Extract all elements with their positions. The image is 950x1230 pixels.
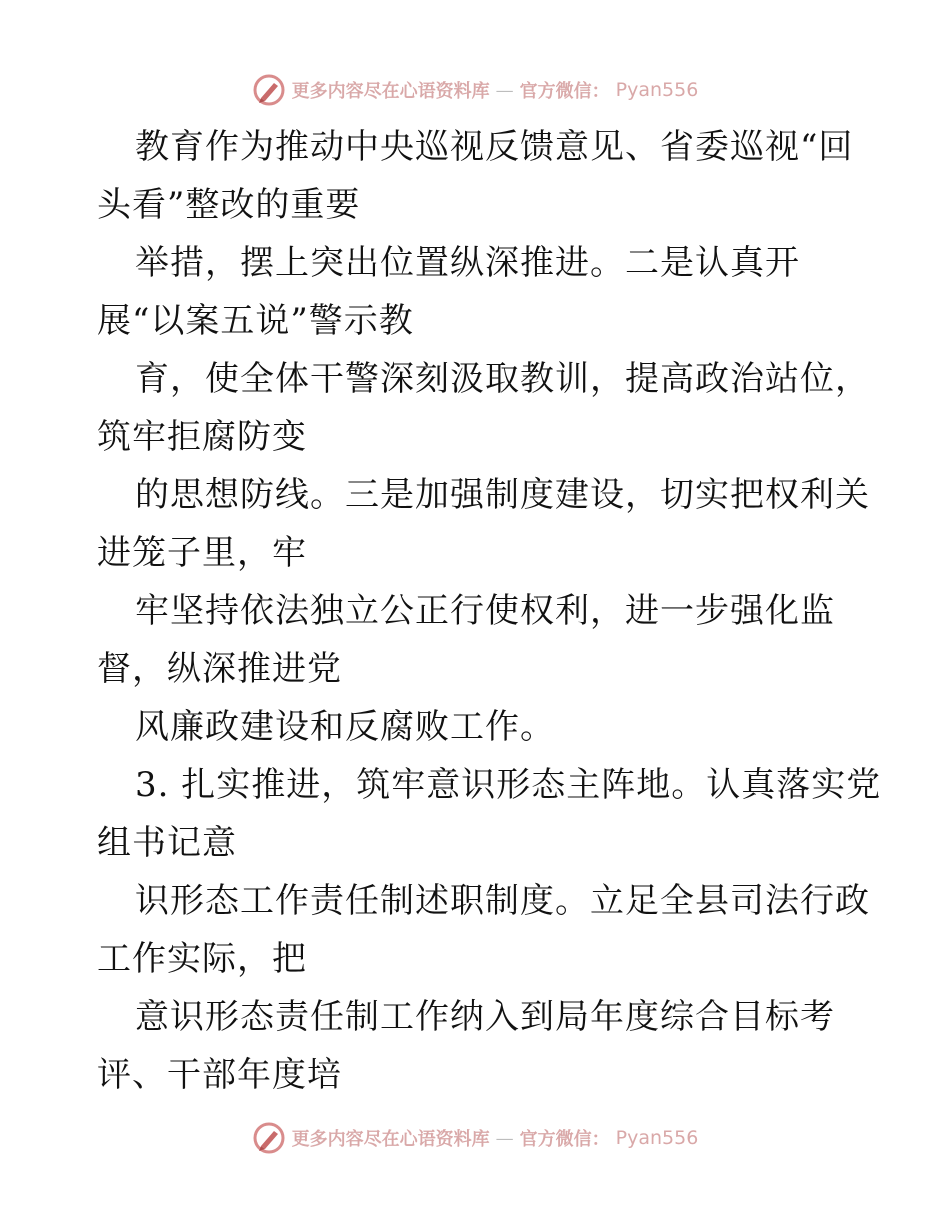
body-line: 筑牢拒腐防变 [97,417,307,457]
footer-site-text: 更多内容尽在心语资料库 [291,1129,490,1150]
header-wechat-id: Pyan556 [615,79,699,101]
body-line: 展“以案五说”警示教 [97,301,414,341]
document-body [97,118,882,1104]
body-line: 风廉政建设和反腐败工作。 [135,707,555,747]
body-line: 举措，摆上突出位置纵深推进。二是认真开 [135,243,800,283]
body-line: 识形态工作责任制述职制度。立足全县司法行政 [135,881,870,921]
pen-logo-icon [252,73,286,107]
header-wechat-label: 官方微信： [519,81,610,102]
footer-separator: — [495,1127,514,1149]
body-line: 3. 扎实推进，筑牢意识形态主阵地。认真落实党 [135,765,882,805]
body-line: 意识形态责任制工作纳入到局年度综合目标考 [135,997,835,1037]
body-line: 组书记意 [97,823,237,863]
footer-wechat-label: 官方微信： [519,1129,610,1150]
header-site-text: 更多内容尽在心语资料库 [291,81,490,102]
body-line: 进笼子里，牢 [97,533,307,573]
footer-watermark-banner [0,1118,950,1158]
body-line: 督，纵深推进党 [97,649,342,689]
header-separator: — [495,79,514,101]
body-line: 头看”整改的重要 [97,185,361,225]
body-line: 评、干部年度培 [97,1055,342,1095]
body-line: 育，使全体干警深刻汲取教训，提高政治站位， [135,359,870,399]
body-line: 工作实际，把 [97,939,307,979]
footer-wechat-id: Pyan556 [615,1127,699,1149]
header-watermark-banner [0,70,950,110]
body-line: 牢坚持依法独立公正行使权利，进一步强化监 [135,591,835,631]
body-line: 教育作为推动中央巡视反馈意见、省委巡视“回 [135,127,854,167]
body-line: 的思想防线。三是加强制度建设，切实把权利关 [135,475,870,515]
pen-logo-icon [252,1121,286,1155]
